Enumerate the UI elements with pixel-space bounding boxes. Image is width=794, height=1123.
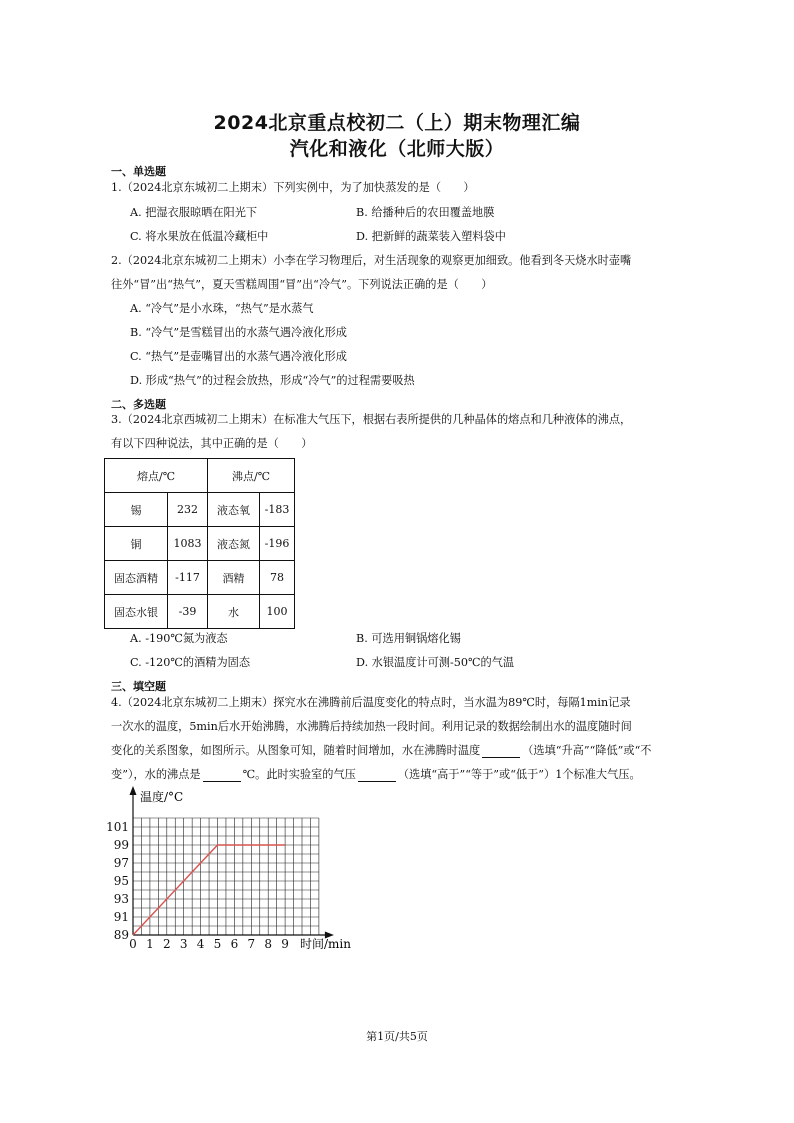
question-4-stem-line-4 <box>111 766 641 782</box>
table-cell: 液态氮 <box>208 527 260 561</box>
table-cell: 100 <box>260 595 295 629</box>
question-4-stem-line-3 <box>111 742 652 758</box>
question-1-stem: 1.（2024北京东城初二上期末）下列实例中，为了加快蒸发的是（ ） <box>111 181 475 194</box>
question-3-option-b[interactable]: B. 可选用铜锅熔化锡 <box>356 632 461 645</box>
answer-blank-pressure[interactable] <box>358 770 396 782</box>
question-2-stem-line-2: 往外“冒”出“热气”，夏天雪糕周围“冒”出“冷气”。下列说法正确的是（ ） <box>111 278 493 291</box>
question-2-stem-line-1: 2.（2024北京东城初二上期末）小李在学习物理后，对生活现象的观察更加细致。他看到冬天烧水时壶嘴 <box>111 254 632 267</box>
question-4-text: 变”），水的沸点是 <box>111 768 201 781</box>
table-row <box>105 595 295 629</box>
x-tick-label: 7 <box>247 937 256 951</box>
table-row <box>105 561 295 595</box>
x-tick-label: 8 <box>264 937 273 951</box>
page-title: 2024北京重点校初二（上）期末物理汇编 <box>213 112 581 134</box>
table-cell: -196 <box>260 527 295 561</box>
answer-blank-temperature-trend[interactable] <box>482 746 520 758</box>
question-3-stem-line-1: 3.（2024北京西城初二上期末）在标准大气压下，根据右表所提供的几种晶体的熔点和几种液体的沸点， <box>111 413 632 426</box>
question-4-text: （选填“升高”“降低”或“不 <box>522 744 652 757</box>
section-heading-multiple-choice: 二、多选题 <box>111 398 166 411</box>
question-2-option-b[interactable]: B. “冷气”是雪糕冒出的水蒸气遇冷液化形成 <box>130 326 347 339</box>
table-cell: 固态水银 <box>105 595 168 629</box>
section-heading-fill-blank: 三、填空题 <box>111 680 166 693</box>
y-tick-label: 97 <box>113 856 129 870</box>
y-tick-label: 99 <box>113 838 129 852</box>
table-row <box>105 493 295 527</box>
x-tick-label: 1 <box>146 937 154 951</box>
question-2-option-a[interactable]: A. “冷气”是小水珠，“热气”是水蒸气 <box>130 302 314 315</box>
y-tick-label: 93 <box>113 892 129 906</box>
x-tick-label: 5 <box>213 937 222 951</box>
y-tick-label: 89 <box>113 928 129 942</box>
x-tick-label: 9 <box>281 937 289 951</box>
temperature-time-chart <box>100 782 370 957</box>
y-axis-label: 温度/°C <box>140 790 184 804</box>
question-4-text: （选填“高于”“等于”或“低于”）1个标准大气压。 <box>397 768 641 781</box>
melting-boiling-point-table <box>104 458 295 629</box>
x-tick-label: 3 <box>179 937 188 951</box>
question-1-option-c[interactable]: C. 将水果放在低温冷藏柜中 <box>130 230 269 243</box>
table-header-melting: 熔点/℃ <box>105 459 208 493</box>
question-2-option-c[interactable]: C. “热气”是壶嘴冒出的水蒸气遇冷液化形成 <box>130 350 347 363</box>
table-cell: 锡 <box>105 493 168 527</box>
table-cell: -183 <box>260 493 295 527</box>
question-3-option-a[interactable]: A. -190℃氮为液态 <box>130 632 228 645</box>
x-tick-label: 6 <box>230 937 239 951</box>
table-cell: 液态氧 <box>208 493 260 527</box>
x-axis-label: 时间/min <box>300 937 351 951</box>
question-3-option-c[interactable]: C. -120℃的酒精为固态 <box>130 656 251 669</box>
question-4-text: ℃。此时实验室的气压 <box>242 768 356 781</box>
question-1-option-a[interactable]: A. 把湿衣服晾晒在阳光下 <box>130 206 258 219</box>
chart-grid <box>133 818 319 935</box>
page-subtitle: 汽化和液化（北师大版） <box>289 138 505 160</box>
page-footer: 第1页/共5页 <box>366 1030 428 1043</box>
table-cell: 1083 <box>168 527 208 561</box>
table-cell: 78 <box>260 561 295 595</box>
question-3-stem-line-2: 有以下四种说法，其中正确的是（ ） <box>111 437 313 450</box>
table-cell: 铜 <box>105 527 168 561</box>
question-4-text: 变化的关系图象，如图所示。从图象可知，随着时间增加，水在沸腾时温度 <box>111 744 481 757</box>
question-4-stem-line-1: 4.（2024北京东城初二上期末）探究水在沸腾前后温度变化的特点时，当水温为89℃时，每隔1min记录 <box>111 696 631 709</box>
table-cell: 固态酒精 <box>105 561 168 595</box>
table-row <box>105 527 295 561</box>
y-tick-label: 91 <box>113 910 129 924</box>
x-tick-label: 0 <box>129 937 137 951</box>
table-cell: 232 <box>168 493 208 527</box>
x-tick-label: 2 <box>162 937 171 951</box>
chart-axes <box>130 786 334 939</box>
y-tick-label: 95 <box>113 874 129 888</box>
y-axis-arrow <box>130 786 137 795</box>
answer-blank-boiling-point[interactable] <box>203 770 241 782</box>
x-tick-label: 4 <box>196 937 205 951</box>
y-tick-label: 101 <box>106 820 129 834</box>
table-cell: 酒精 <box>208 561 260 595</box>
table-header-boiling: 沸点/℃ <box>208 459 295 493</box>
section-heading-single-choice: 一、单选题 <box>111 165 166 178</box>
table-cell: -39 <box>168 595 208 629</box>
question-4-stem-line-2: 一次水的温度，5min后水开始沸腾，水沸腾后持续加热一段时间。利用记录的数据绘制出水的温度随时间 <box>111 720 632 733</box>
table-cell: 水 <box>208 595 260 629</box>
question-2-option-d[interactable]: D. 形成“热气”的过程会放热，形成“冷气”的过程需要吸热 <box>130 374 415 387</box>
question-1-option-d[interactable]: D. 把新鲜的蔬菜装入塑料袋中 <box>356 230 506 243</box>
question-1-option-b[interactable]: B. 给播种后的农田覆盖地膜 <box>356 206 495 219</box>
table-cell: -117 <box>168 561 208 595</box>
question-3-option-d[interactable]: D. 水银温度计可测-50℃的气温 <box>356 656 515 669</box>
